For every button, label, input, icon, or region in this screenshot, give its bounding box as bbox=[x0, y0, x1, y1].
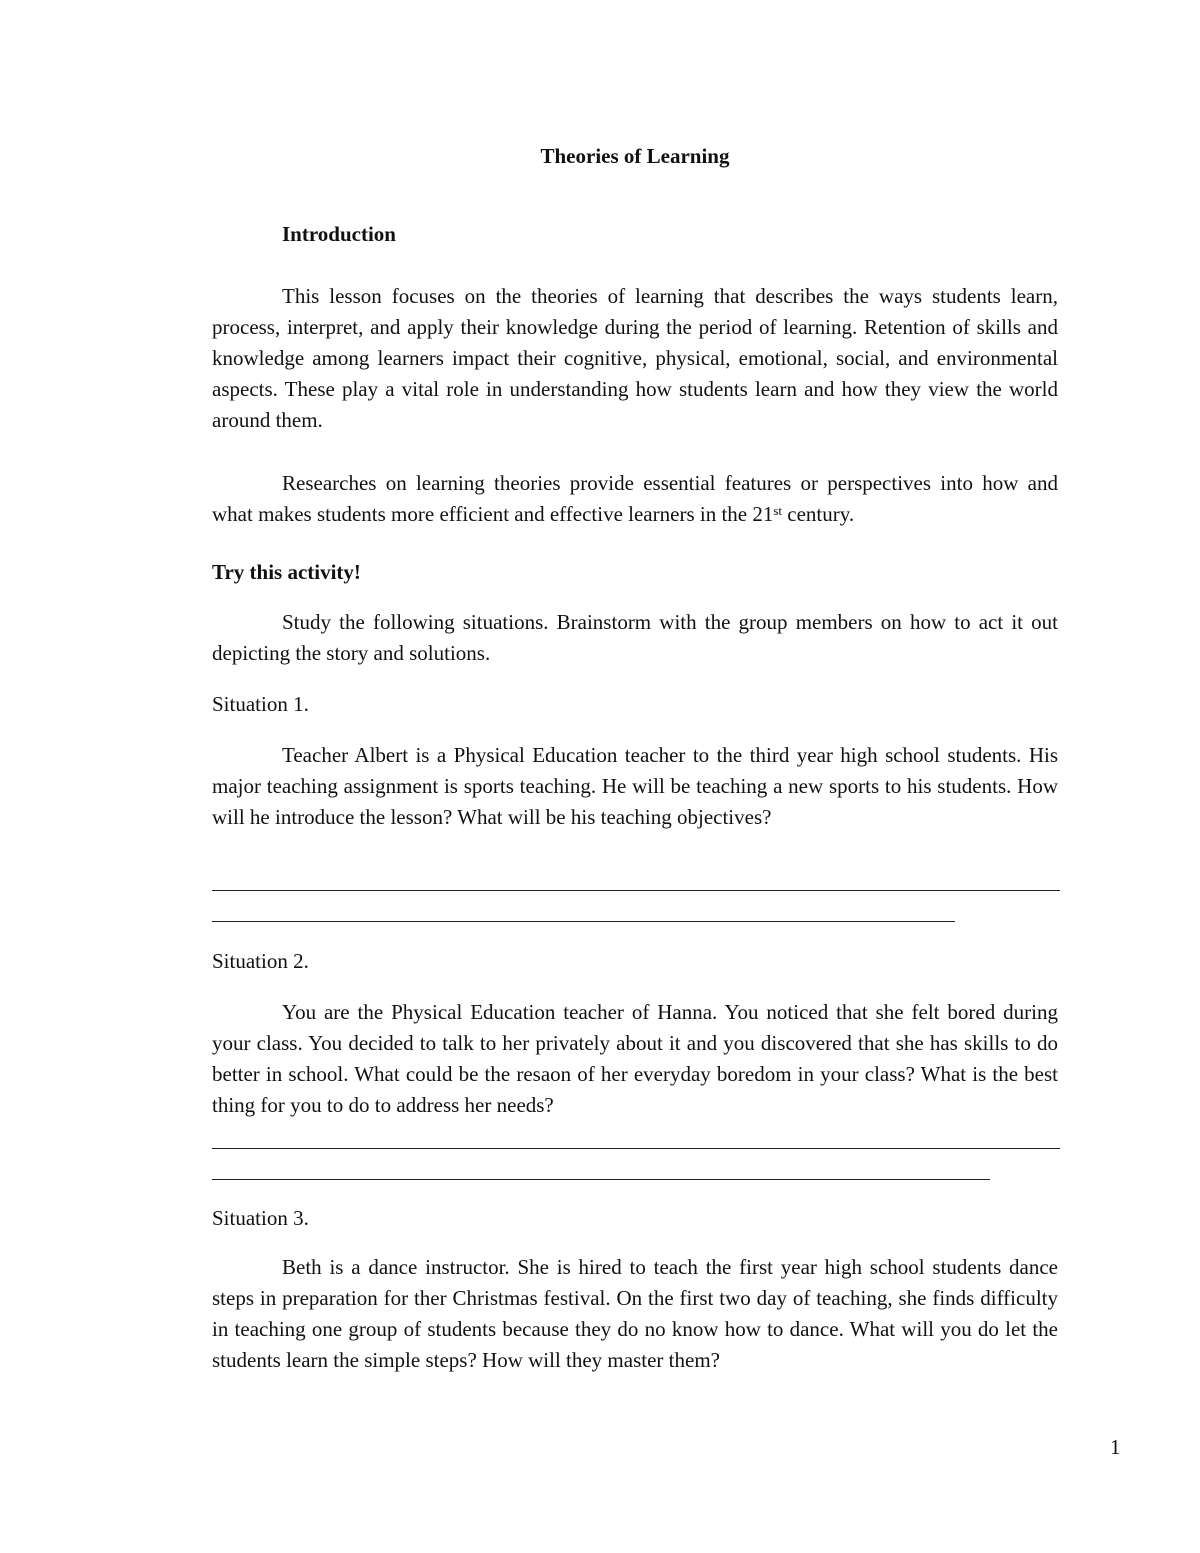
situation-3-text: Beth is a dance instructor. She is hired to teach the first year high school students dance steps in preparation for ther Christmas festival. On the first two day of teaching, she finds difficulty in teaching one group of students because they do no know how to dance. What will you do let the students learn the simple steps? How will they master them? bbox=[212, 1255, 1058, 1372]
introduction-paragraph-1: This lesson focuses on the theories of learning that describes the ways students learn, process, interpret, and apply their knowledge during the period of learning. Retention of skills and knowledge among learners impact their cognitive, physical, emotional, social, and environmental aspects. These play a vital role in understanding how students learn and how they view the world around them. bbox=[212, 284, 1058, 432]
introduction-paragraph-2-end: century. bbox=[782, 502, 855, 526]
answer-line bbox=[212, 890, 1060, 891]
page-number: 1 bbox=[1110, 1435, 1121, 1459]
answer-line bbox=[212, 921, 955, 922]
situation-1-text: Teacher Albert is a Physical Education teacher to the third year high school students. His major teaching assignment is sports teaching. He will be teaching a new sports to his students. How will he introduce the lesson? What will be his teaching objectives? bbox=[212, 743, 1058, 829]
situation-1-label: Situation 1. bbox=[212, 692, 309, 716]
page-title: Theories of Learning bbox=[540, 144, 730, 168]
situation-2-label: Situation 2. bbox=[212, 949, 309, 973]
activity-heading: Try this activity! bbox=[212, 560, 361, 584]
situation-3-label: Situation 3. bbox=[212, 1206, 309, 1230]
ordinal-superscript: st bbox=[773, 503, 783, 518]
introduction-paragraph-2-text: Researches on learning theories provide essential features or perspectives into how and what makes students more efficient and effective learners in the 21 bbox=[212, 471, 1058, 526]
answer-line bbox=[212, 1179, 990, 1180]
activity-instructions: Study the following situations. Brainstorm with the group members on how to act it out depicting the story and solutions. bbox=[212, 610, 1058, 665]
introduction-heading: Introduction bbox=[282, 222, 396, 246]
answer-line bbox=[212, 1148, 1060, 1149]
situation-2-text: You are the Physical Education teacher of Hanna. You noticed that she felt bored during your class. You decided to talk to her privately about it and you discovered that she has skills to do better in school. What could be the resaon of her everyday boredom in your class? What is the best thing for you to do to address her needs? bbox=[212, 1000, 1058, 1117]
introduction-paragraph-2 bbox=[212, 468, 1058, 530]
